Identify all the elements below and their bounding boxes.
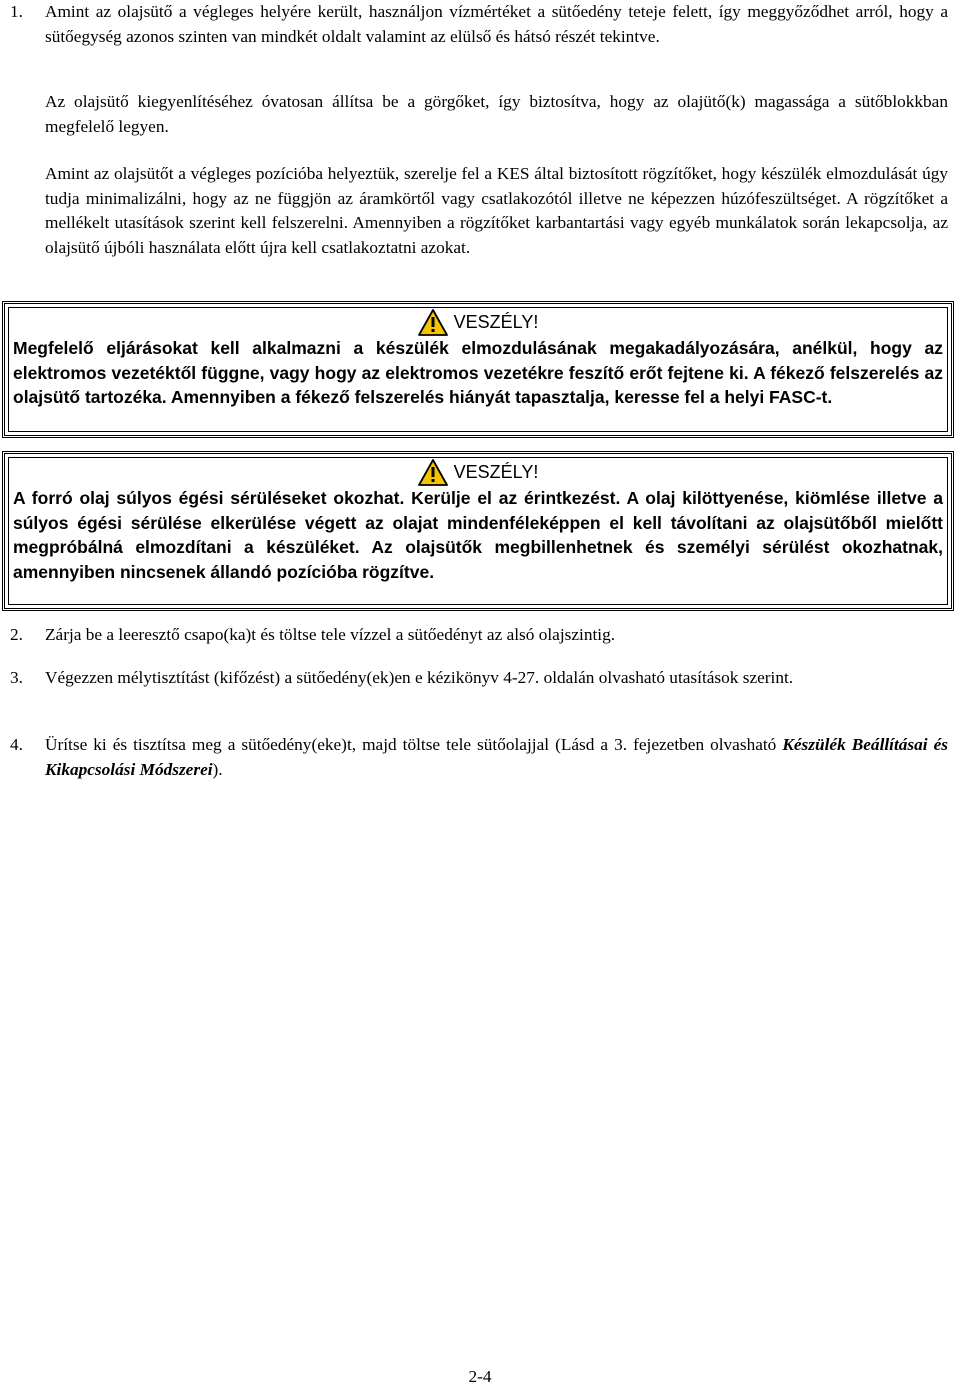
warning-triangle-icon xyxy=(418,309,448,336)
danger-text: Megfelelő eljárásokat kell alkalmazni a készülék elmozdulásának megakadályozására, anélkül, hogy az elektromos vezetéktől függne, vagy hogy az elektromos vezetékre feszítő erőt fejtene ki. A fékező felszerelés az olajsütő tartozéka. Amennyiben a fékező felszerelés hiányát tapasztalja, keresse fel a helyi FASC-t. xyxy=(13,338,943,407)
danger-title: VESZÉLY! xyxy=(453,461,539,482)
chapter-reference: Készülék Beállításai és Kikapcsolási Módszerei xyxy=(45,735,948,779)
danger-text: A forró olaj súlyos égési sérüléseket okozhat. Kerülje el az érintkezést. A olaj kilöttyenése, kiömlése illetve a súlyos égési sérülése elkerülése végett az olajat mindenféleképpen el kell távolítani az olajsütőből mielőtt megpróbálná elmozdítani a készüléket. Az olajsütők megbillenhetnek és személyi sérülést okozhatnak, amennyiben nincsenek állandó pozícióba rögzítve. xyxy=(13,488,943,582)
restraints-paragraph: Amint az olajsütőt a végleges pozícióba helyeztük, szerelje fel a KES által biztosított rögzítőket, hogy készülék elmozdulását úgy tudja minimalizálni, hogy az ne függjön az áramkörtől vagy csatlakozótól illetve ne képezzen húzófeszültséget. A rögzítőket a mellékelt utasítások szerint kell felszerelni. Amennyiben a rögzítőket karbantartási vagy egyéb munkálatok során lekapcsolja, az olajsütő újbóli használata előtt újra kell csatlakoztatni azokat. xyxy=(45,164,948,257)
step-4 xyxy=(0,733,948,782)
leveling-paragraph: Az olajsütő kiegyenlítéséhez óvatosan állítsa be a görgőket, így biztosítva, hogy az olajütő(k) magassága a sütőblokkban megfelelő legyen. xyxy=(45,92,948,136)
danger-title: VESZÉLY! xyxy=(453,311,539,332)
step-text: Zárja be a leeresztő csapo(ka)t és töltse tele vízzel a sütőedényt az alsó olajszintig. xyxy=(45,625,616,644)
danger-header xyxy=(13,458,943,486)
step-3 xyxy=(0,666,948,691)
step-1 xyxy=(0,0,948,49)
step-number: 4. xyxy=(10,735,23,754)
step-text: Amint az olajsütő a végleges helyére került, használjon vízmértéket a sütőedény teteje felett, így meggyőződhet arról, hogy a sütőegység azonos szinten van mindkét oldalt valamint az elülső és hátsó részét tekintve. xyxy=(45,2,948,46)
danger-box-hot-oil xyxy=(2,451,954,611)
step-text-before: Ürítse ki és tisztítsa meg a sütőedény(eke)t, majd töltse tele sütőolajjal (Lásd a 3. fejezetben olvasható xyxy=(45,735,783,754)
step-text-after: ). xyxy=(212,759,223,779)
page-number: 2-4 xyxy=(468,1367,492,1386)
warning-triangle-icon xyxy=(418,459,448,486)
step-number: 3. xyxy=(10,668,23,687)
step-number: 1. xyxy=(10,2,23,21)
step-2 xyxy=(0,623,948,648)
danger-header xyxy=(13,308,943,336)
step-text xyxy=(45,733,948,782)
danger-box-restraint xyxy=(2,301,954,438)
step-text: Végezzen mélytisztítást (kifőzést) a sütőedény(ek)en e kézikönyv 4-27. oldalán olvasható utasítások szerint. xyxy=(45,668,794,687)
step-number: 2. xyxy=(10,625,23,644)
